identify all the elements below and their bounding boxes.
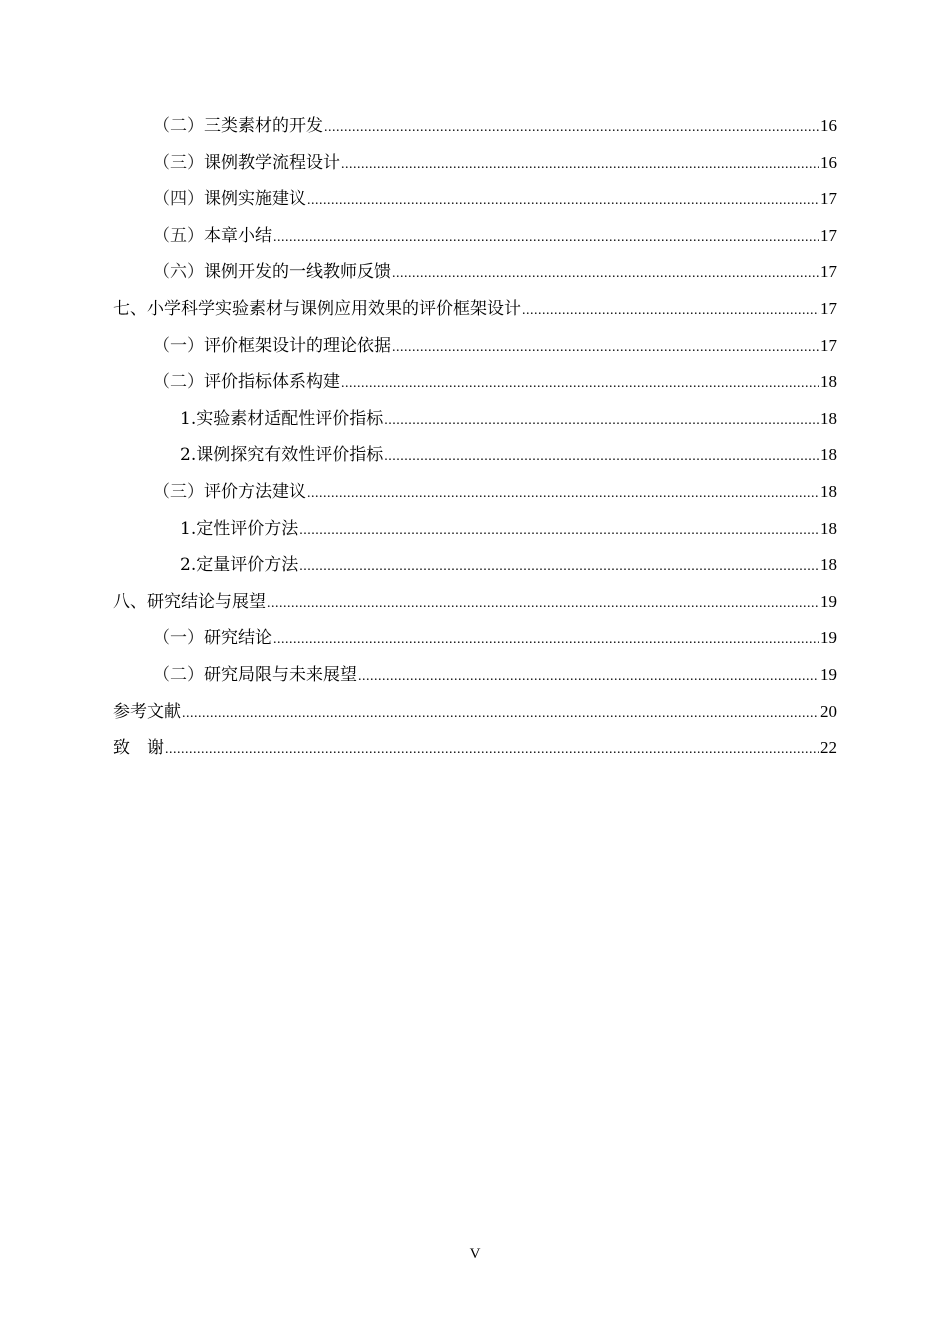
toc-entry-number: （二）	[153, 664, 204, 685]
toc-subentry[interactable]	[113, 547, 837, 584]
toc-entry-title: 评价方法建议	[204, 481, 306, 502]
toc-dot-leader	[392, 256, 819, 293]
toc-subentry[interactable]	[113, 401, 837, 438]
toc-dot-leader	[358, 659, 819, 696]
toc-entry-title: 小学科学实验素材与课例应用效果的评价框架设计	[147, 298, 521, 319]
toc-entry-title: 课例开发的一线教师反馈	[204, 262, 391, 283]
toc-entry-number: （六）	[153, 262, 204, 283]
toc-entry-number: （五）	[153, 225, 204, 246]
toc-chapter-entry[interactable]	[113, 584, 837, 621]
toc-dot-leader	[182, 696, 819, 733]
toc-entry-title: 实验素材适配性评价指标	[196, 408, 384, 429]
toc-entry-page: 17	[820, 189, 837, 209]
toc-entry-page: 18	[820, 445, 837, 465]
toc-dot-leader	[392, 330, 819, 367]
toc-dot-leader	[165, 732, 819, 769]
toc-dot-leader	[384, 439, 819, 476]
toc-entry-page: 20	[820, 701, 837, 721]
toc-entry-title: 参考文献	[113, 701, 181, 722]
toc-dot-leader	[324, 110, 819, 147]
page-number: V	[469, 1246, 481, 1262]
toc-entry-number: 1.	[180, 518, 197, 539]
toc-entry-number: 七、	[113, 298, 147, 319]
toc-dot-leader	[341, 366, 819, 403]
toc-entry-page: 18	[820, 481, 837, 501]
toc-entry-page: 22	[820, 738, 837, 758]
toc-entry-title: 研究局限与未来展望	[204, 664, 357, 685]
toc-entry-title: 三类素材的开发	[204, 116, 323, 136]
toc-entry-title: 研究结论	[204, 628, 272, 649]
toc-dot-leader	[299, 513, 819, 550]
toc-dot-leader	[299, 549, 819, 586]
toc-entry-number: 2.	[180, 445, 197, 466]
toc-entry-number: （二）	[153, 372, 204, 393]
toc-entry[interactable]	[113, 108, 837, 145]
toc-entry[interactable]	[113, 657, 837, 694]
toc-entry-number: （三）	[153, 481, 204, 502]
toc-entry-page: 16	[820, 116, 837, 135]
table-of-contents	[113, 108, 837, 767]
toc-entry-number: （三）	[153, 152, 204, 173]
toc-entry-page: 18	[820, 555, 837, 575]
toc-entry-number: 八、	[113, 591, 147, 612]
toc-entry-title: 致 谢	[113, 738, 164, 759]
toc-entry-title: 研究结论与展望	[147, 591, 266, 612]
toc-entry-page: 18	[820, 408, 837, 428]
toc-entry[interactable]	[113, 328, 837, 365]
toc-dot-leader	[307, 183, 819, 220]
toc-subentry[interactable]	[113, 511, 837, 548]
toc-entry-number: 1.	[180, 408, 197, 429]
toc-entry[interactable]	[113, 145, 837, 182]
toc-entry-title: 定性评价方法	[196, 518, 299, 539]
toc-entry[interactable]	[113, 620, 837, 657]
toc-entry-title: 本章小结	[204, 225, 272, 246]
toc-dot-leader	[307, 476, 819, 513]
toc-entry-page: 17	[820, 262, 837, 282]
toc-entry-number: （一）	[153, 335, 204, 356]
toc-entry-page: 18	[820, 518, 837, 538]
toc-entry[interactable]	[113, 218, 837, 255]
toc-references-entry[interactable]	[113, 694, 837, 731]
toc-entry[interactable]	[113, 254, 837, 291]
toc-dot-leader	[273, 622, 819, 659]
toc-entry-page: 17	[820, 298, 837, 318]
toc-entry-title: 课例教学流程设计	[204, 152, 340, 173]
toc-entry-page: 17	[820, 335, 837, 355]
toc-entry-page: 19	[820, 628, 837, 648]
toc-entry-number: 2.	[180, 555, 197, 576]
toc-entry-page: 17	[820, 225, 837, 245]
toc-entry-page: 16	[820, 152, 837, 172]
toc-subentry[interactable]	[113, 437, 837, 474]
toc-entry[interactable]	[113, 474, 837, 511]
toc-entry-title: 定量评价方法	[196, 555, 299, 576]
toc-acknowledgements-entry[interactable]	[113, 730, 837, 767]
toc-entry-page: 18	[820, 372, 837, 392]
toc-dot-leader	[273, 220, 819, 257]
toc-entry[interactable]	[113, 364, 837, 401]
toc-entry-title: 课例实施建议	[204, 189, 306, 210]
toc-entry[interactable]	[113, 181, 837, 218]
toc-dot-leader	[522, 293, 819, 330]
toc-dot-leader	[267, 586, 819, 623]
toc-entry-number: （四）	[153, 189, 204, 210]
toc-entry-title: 课例探究有效性评价指标	[196, 445, 384, 466]
toc-entry-number: （二）	[153, 116, 204, 136]
toc-entry-title: 评价指标体系构建	[204, 372, 340, 393]
toc-dot-leader	[341, 147, 819, 184]
toc-entry-title: 评价框架设计的理论依据	[204, 335, 391, 356]
toc-chapter-entry[interactable]	[113, 291, 837, 328]
toc-dot-leader	[384, 403, 819, 440]
toc-entry-page: 19	[820, 591, 837, 611]
toc-entry-page: 19	[820, 664, 837, 684]
toc-entry-number: （一）	[153, 628, 204, 649]
